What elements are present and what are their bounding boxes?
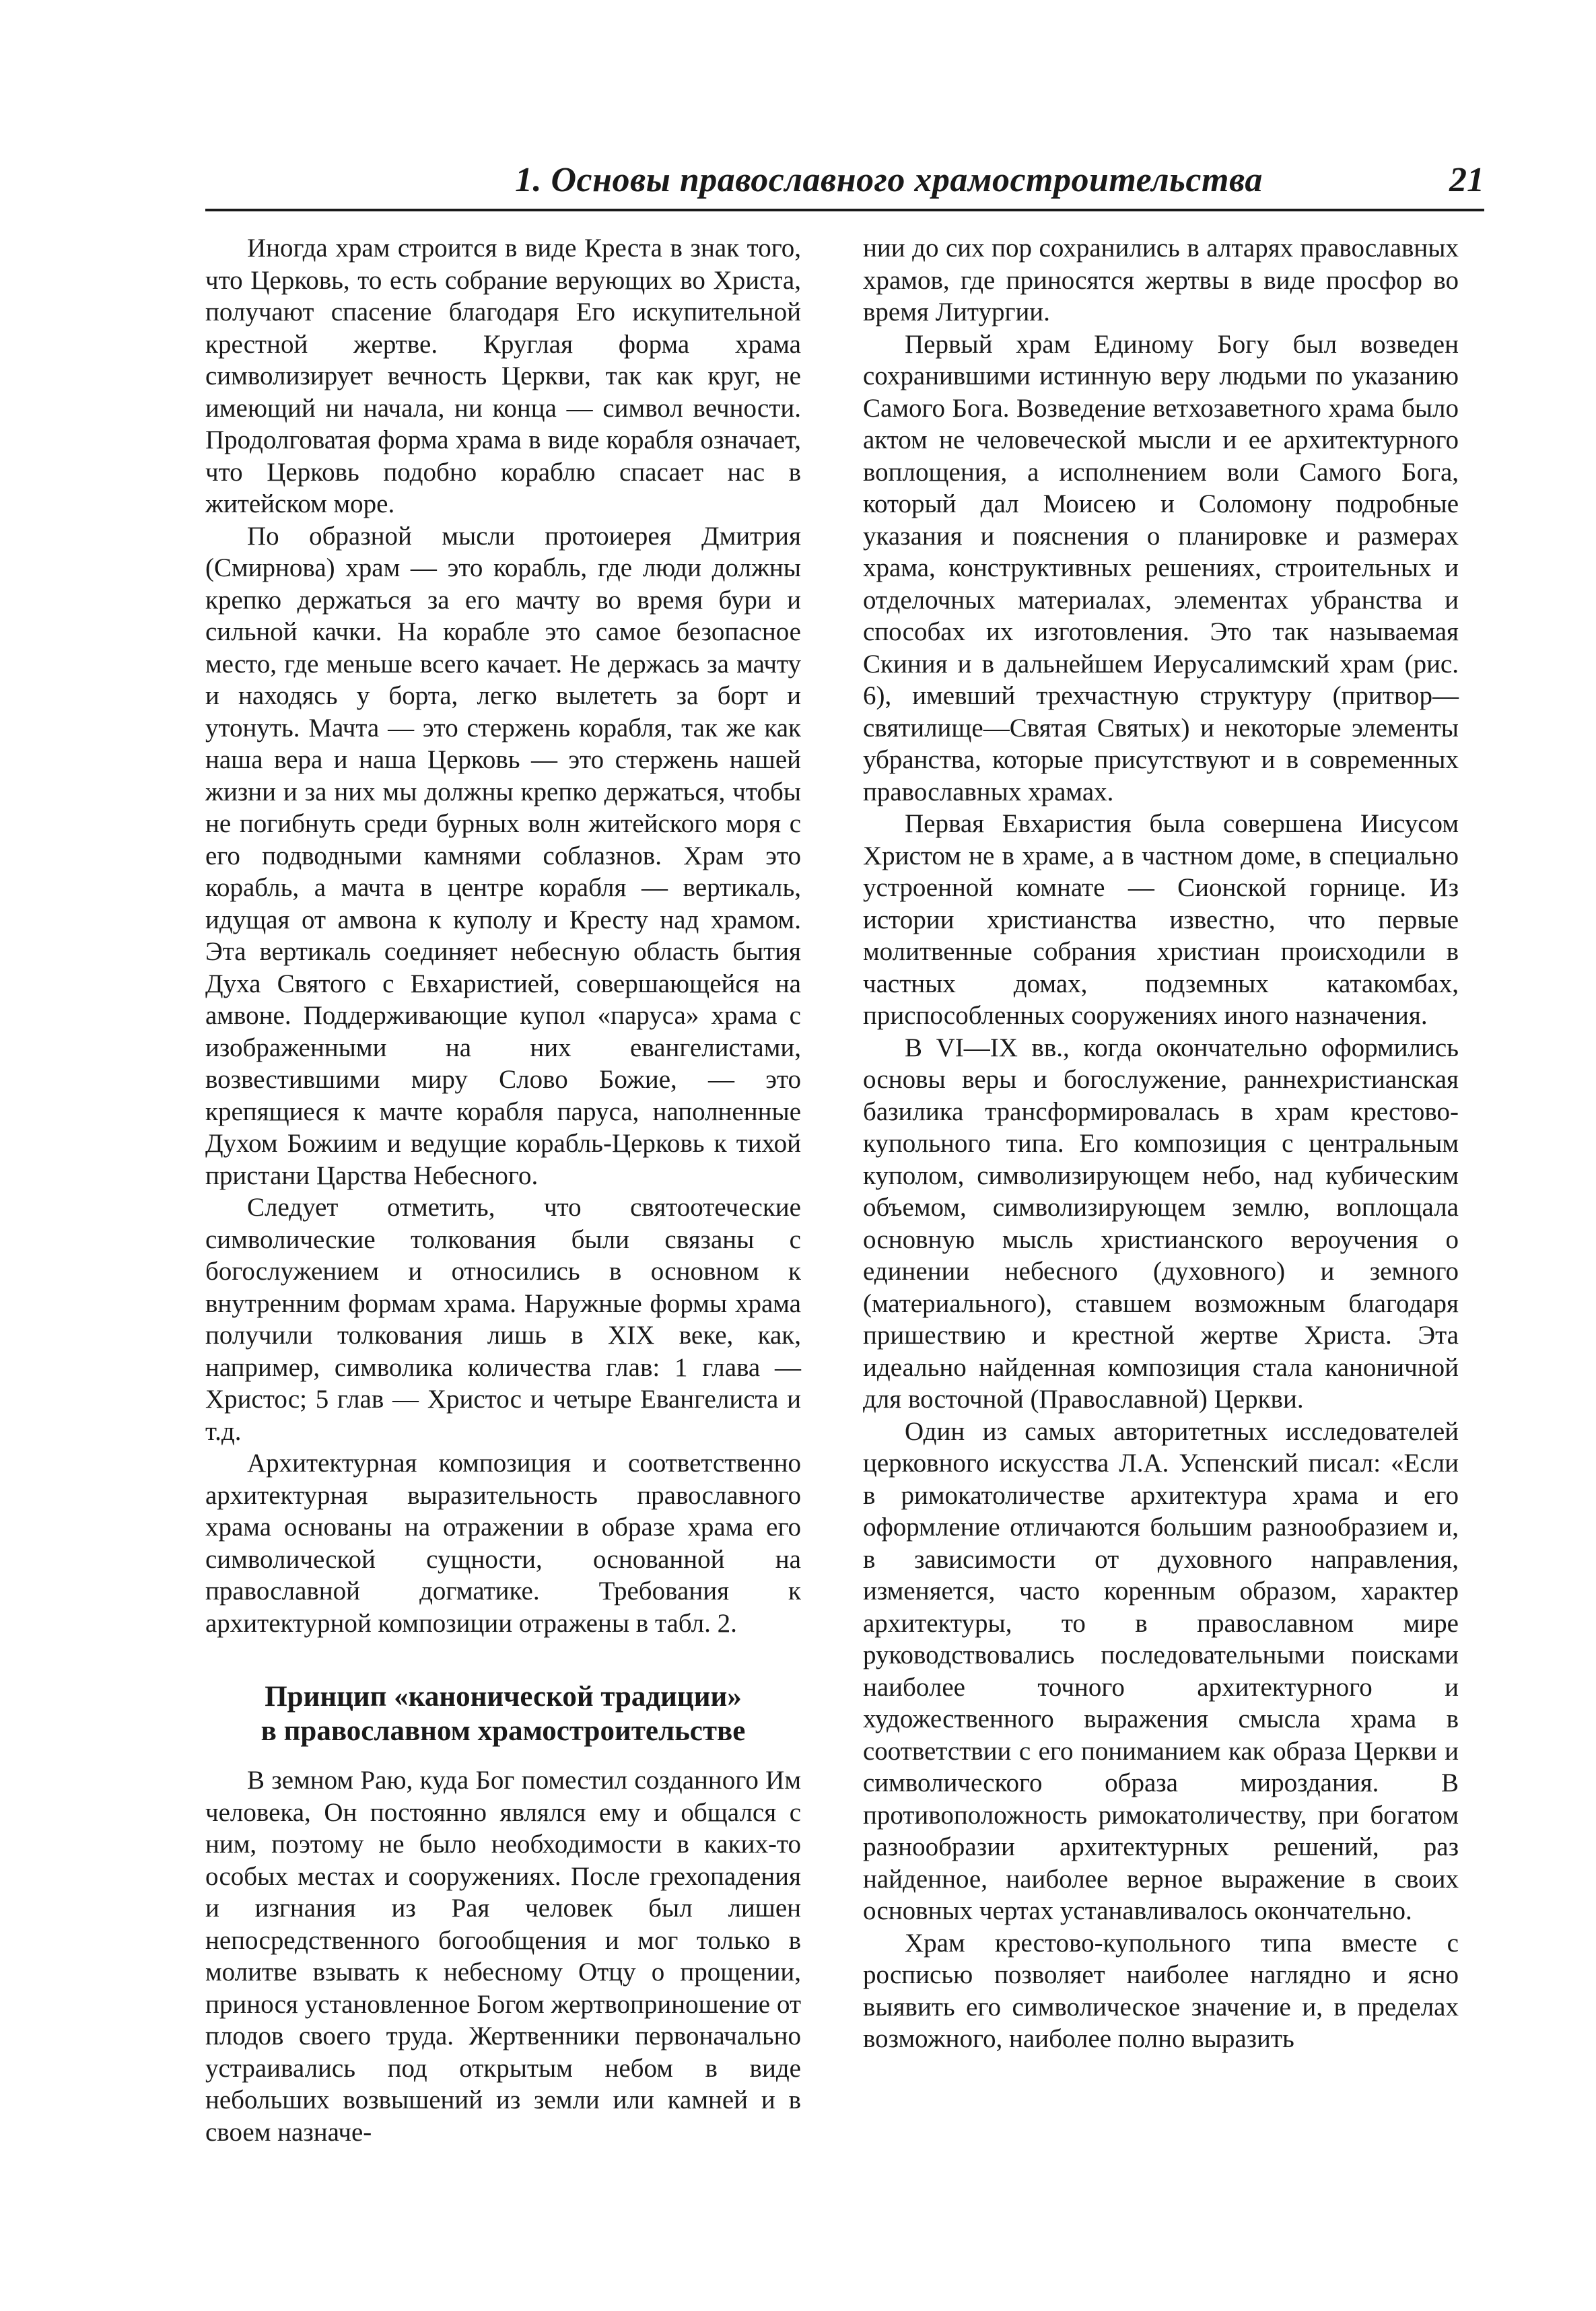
section-heading-line: Принцип «канонической традиции» [265, 1681, 742, 1713]
left-column [205, 232, 801, 2148]
paragraph: Один из самых авторитетных исследователей церковного искусства Л.А. Успенский писал: «Если в римокатоличестве архитектура храма и его оформление отличаются большим разнообразием и, в зависимости от духовного направления, изменяется, часто коренным образом, характер архитектуры, то в православном мире руководствовались последовательными поисками наиболее точного архитектурного и художественного выражения смысла храма в соответствии с его пониманием как образа Церкви и символического образа мироздания. В противоположность римокатоличеству, при богатом разнообразии архитектурных решений, раз найденное, наиболее верное выражение в своих основных чертах устанавливалось окончательно. [863, 1416, 1459, 1925]
paragraph: Следует отметить, что святоотеческие символические толкования были связаны с богослужением и относились в основном к внутренним формам храма. Наружные формы храма получили толкования лишь в XIX веке, как, например, символика количества глав: 1 глава — Христос; 5 глав — Христос и четыре Евангелиста и т.д. [205, 1193, 801, 1446]
paragraph: Храм крестово-купольного типа вместе с росписью позволяет наиболее наглядно и ясно выявить его символическое значение и, в пределах возможного, наиболее полно выразить [863, 1928, 1459, 2053]
page-number: 21 [1449, 161, 1484, 199]
paragraph: В VI—IX вв., когда окончательно оформились основы веры и богослужение, раннехристианская базилика трансформировалась в храм крестово-купольного типа. Его композиция с центральным куполом, символизирующем небо, над кубическим объемом, символизирующем землю, воплощала основную мысль христианского вероучения о единении небесного (духовного) и земного (материального), ставшем возможным благодаря пришествию и крестной жертве Христа. Эта идеально найденная композиция стала каноничной для восточной (Православной) Церкви. [863, 1033, 1459, 1414]
page-header [205, 156, 1484, 211]
paragraph-continuation: нии до сих пор сохранились в алтарях православных храмов, где приносятся жертвы в виде просфор во время Литургии. [863, 234, 1459, 326]
paragraph: Первый храм Единому Богу был возведен сохранившими истинную веру людьми по указанию Самого Бога. Возведение ветхозаветного храма было актом не человеческой мысли и ее архитектурного воплощения, а исполнением воли Самого Бога, который дал Моисею и Соломону подробные указания и пояснения о планировке и размерах храма, конструктивных решениях, строительных и отделочных материалах, элементах убранства и способах их изготовления. Это так называемая Скиния и в дальнейшем Иерусалимский храм (рис. 6), имевший трехчастную структуру (притвор—святилище—Святая Святых) и некоторые элементы убранства, которые присутствуют и в современных православных храмах. [863, 329, 1459, 806]
paragraph: Иногда храм строится в виде Креста в знак того, что Церковь, то есть собрание верующих во Христа, получают спасение благодаря Его искупительной крестной жертве. Круглая форма храма символизирует вечность Церкви, так как круг, не имеющий ни начала, ни конца — символ вечности. Продолговатая форма храма в виде корабля означает, что Церковь подобно кораблю спасает нас в житейском море. [205, 234, 801, 518]
running-head: 1. Основы православного храмостроительства [515, 161, 1263, 199]
paragraph: Архитектурная композиция и соответственно архитектурная выразительность православного храма основаны на отражении в образе храма его символической сущности, основанной на православной догматике. Требования к архитектурной композиции отражены в табл. 2. [205, 1449, 801, 1638]
paragraph: Первая Евхаристия была совершена Иисусом Христом не в храме, а в частном доме, в специально устроенной комнате — Сионской горнице. Из истории христианства известно, что первые молитвенные собрания христиан происходили в частных домах, подземных катакомбах, приспособленных сооружениях иного назначения. [863, 809, 1459, 1030]
section-heading-line: в православном храмостроительстве [261, 1715, 746, 1747]
section-heading [205, 1680, 801, 1748]
paragraph: В земном Раю, куда Бог поместил созданного Им человека, Он постоянно являлся ему и общался с ним, поэтому не было необходимости в каких-то особых местах и сооружениях. После грехопадения и изгнания из Рая человек был лишен непосредственного богообщения и мог только в молитве взывать к небесному Отцу о прощении, принося установленное Богом жертвоприношение от плодов своего труда. Жертвенники первоначально устраивались под открытым небом в виде небольших возвышений из земли или камней и в своем назначе- [205, 1766, 801, 2147]
paragraph: По образной мысли протоиерея Дмитрия (Смирнова) храм — это корабль, где люди должны крепко держаться за его мачту во время бури и сильной качки. На корабле это самое безопасное место, где меньше всего качает. Не держась за мачту и находясь у борта, легко вылететь за борт и утонуть. Мачта — это стержень корабля, так же как наша вера и наша Церковь — это стержень нашей жизни и за них мы должны крепко держаться, чтобы не погибнуть среди бурных волн житейского моря с его подводными камнями соблазнов. Храм это корабль, а мачта в центре корабля — вертикаль, идущая от амвона к куполу и Кресту над храмом. Эта вертикаль соединяет небесную область бытия Духа Святого с Евхаристией, совершающейся на амвоне. Поддерживающие купол «паруса» храма с изображенными на них евангелистами, возвестившими миру Слово Божие, — это крепящиеся к мачте корабля паруса, наполненные Духом Божиим и ведущие корабль-Церковь к тихой пристани Царства Небесного. [205, 521, 801, 1190]
right-column [863, 232, 1459, 2055]
